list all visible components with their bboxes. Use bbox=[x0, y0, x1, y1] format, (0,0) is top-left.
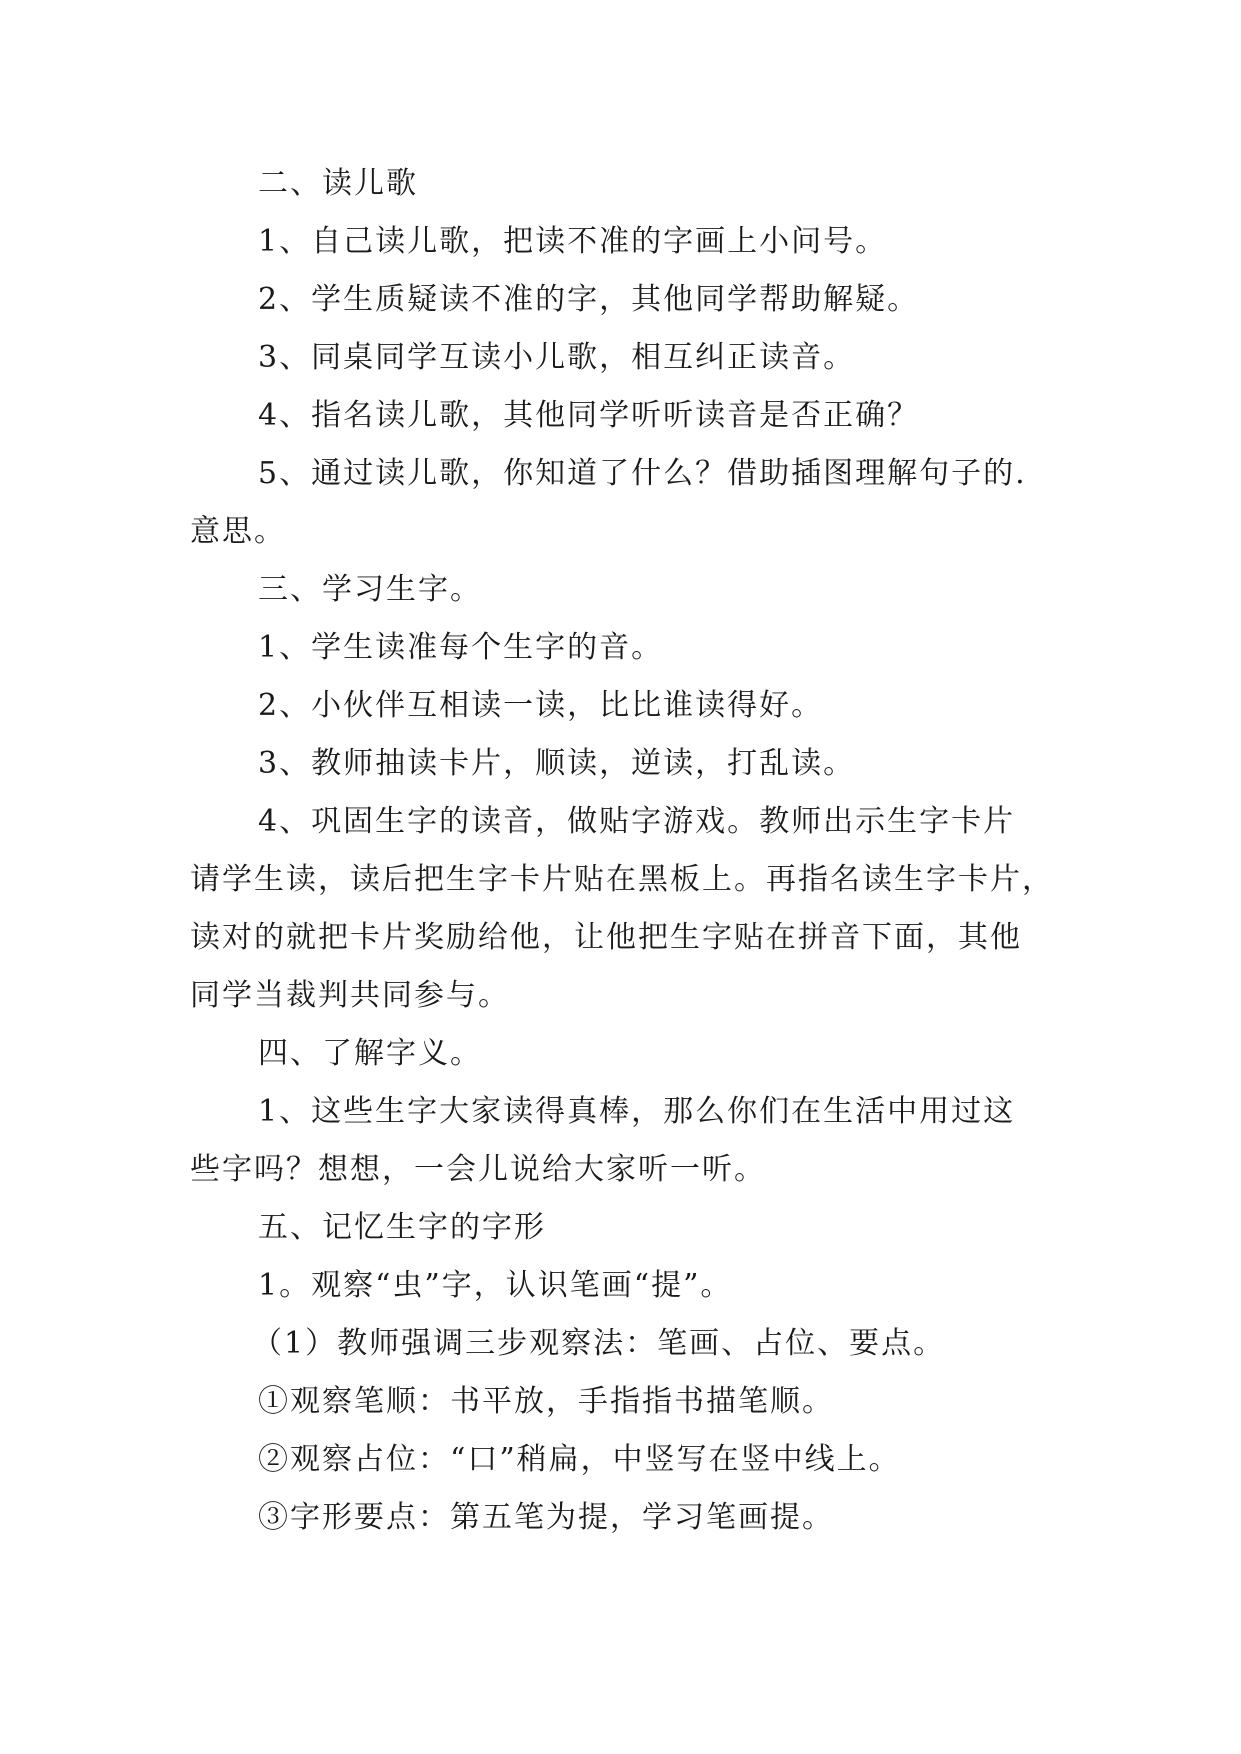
paragraph-line: 5、通过读儿歌，你知道了什么？借助插图理解句子的. bbox=[258, 456, 1027, 491]
paragraph-line: 意思。 bbox=[190, 514, 286, 549]
paragraph-line: 读对的就把卡片奖励给他，让他把生字贴在拼音下面，其他 bbox=[190, 920, 1022, 955]
paragraph-line: 3、教师抽读卡片，顺读，逆读，打乱读。 bbox=[258, 746, 856, 781]
paragraph-line: （1）教师强调三步观察法：笔画、占位、要点。 bbox=[252, 1326, 946, 1361]
paragraph-line: 1、学生读准每个生字的音。 bbox=[258, 630, 664, 665]
section-heading-character-shape: 五、记忆生字的字形 bbox=[258, 1210, 546, 1245]
paragraph-line: ②观察占位：“口”稍扁，中竖写在竖中线上。 bbox=[258, 1442, 901, 1477]
paragraph-line: 4、巩固生字的读音，做贴字游戏。教师出示生字卡片 bbox=[258, 804, 1016, 839]
paragraph-line: 2、学生质疑读不准的字，其他同学帮助解疑。 bbox=[258, 282, 920, 317]
section-heading-learn-characters: 三、学习生字。 bbox=[258, 572, 482, 607]
paragraph-line: 1。观察“虫”字，认识笔画“提”。 bbox=[258, 1268, 733, 1303]
paragraph-line: 些字吗？想想，一会儿说给大家听一听。 bbox=[190, 1152, 766, 1187]
paragraph-line: 1、自己读儿歌，把读不准的字画上小问号。 bbox=[258, 224, 888, 259]
document-body bbox=[190, 155, 1060, 1547]
paragraph-line: ①观察笔顺：书平放，手指指书描笔顺。 bbox=[258, 1384, 834, 1419]
paragraph-line: 3、同桌同学互读小儿歌，相互纠正读音。 bbox=[258, 340, 856, 375]
section-heading-meaning: 四、了解字义。 bbox=[258, 1036, 482, 1071]
paragraph-line: 1、这些生字大家读得真棒，那么你们在生活中用过这 bbox=[258, 1094, 1016, 1129]
paragraph-line: 4、指名读儿歌，其他同学听听读音是否正确？ bbox=[258, 398, 920, 433]
section-heading-read-rhyme: 二、读儿歌 bbox=[258, 166, 418, 201]
paragraph-line: 同学当裁判共同参与。 bbox=[190, 978, 510, 1013]
paragraph-line: ③字形要点：第五笔为提，学习笔画提。 bbox=[258, 1500, 834, 1535]
paragraph-line: 请学生读，读后把生字卡片贴在黑板上。再指名读生字卡片， bbox=[190, 862, 1054, 897]
paragraph-line: 2、小伙伴互相读一读，比比谁读得好。 bbox=[258, 688, 824, 723]
